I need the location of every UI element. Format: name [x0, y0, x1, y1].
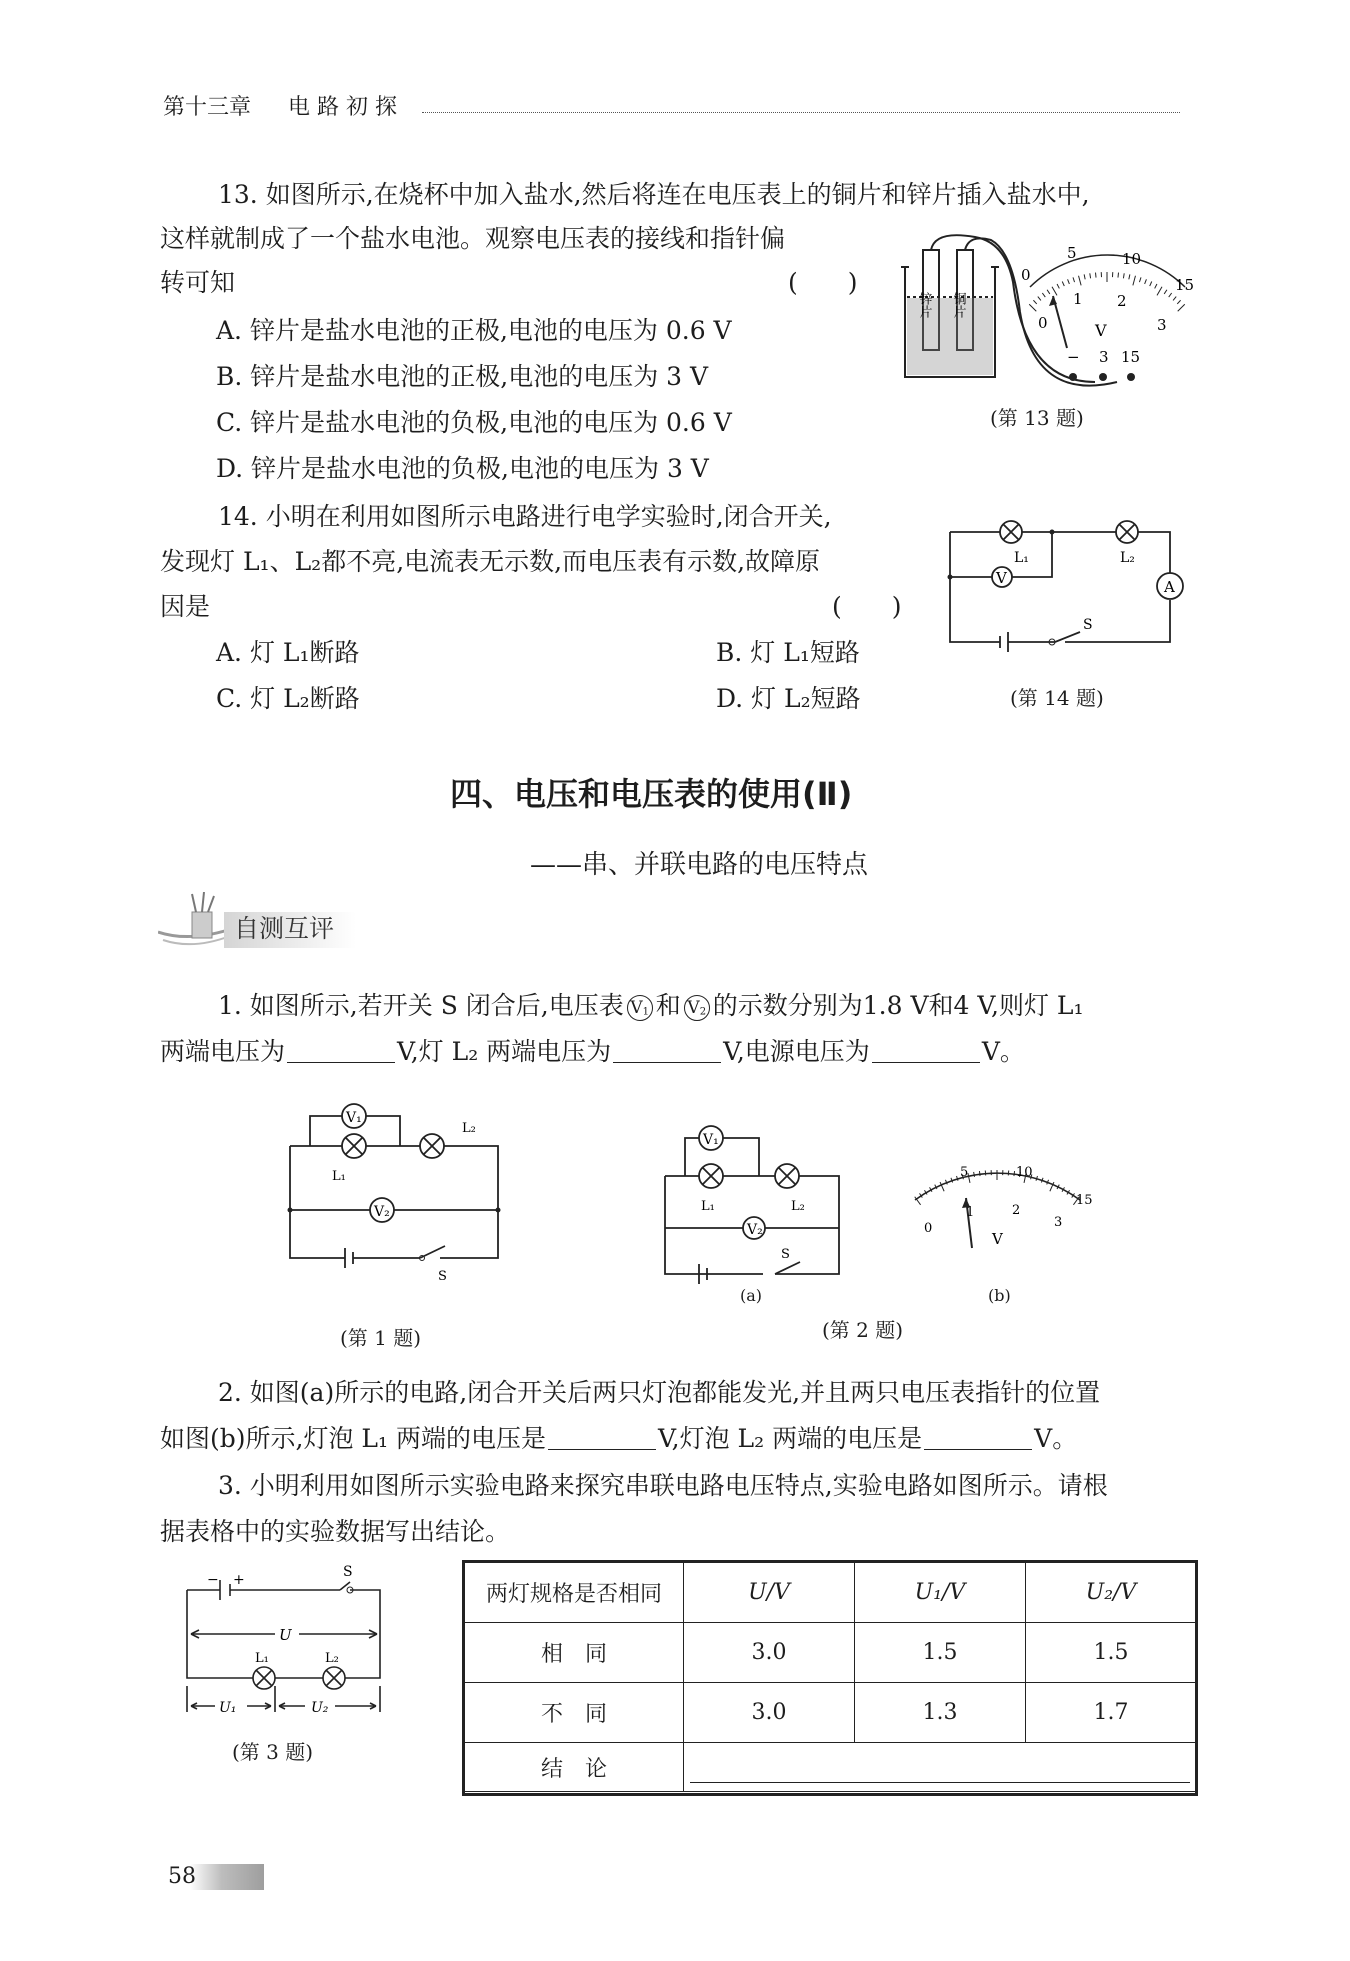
meter-tick: [1042, 293, 1045, 297]
meter-tick: [1052, 287, 1057, 296]
q13-option-a[interactable]: A. 锌片是盐水电池的正极,电池的电压为 0.6 V: [216, 316, 732, 345]
v13-bot-1: 1: [1073, 290, 1083, 308]
meter-tick: [957, 1176, 958, 1181]
q2-blank-l2[interactable]: [924, 1448, 1032, 1450]
meter-tick: [974, 1172, 975, 1177]
v13-bot-0: 0: [1038, 314, 1048, 332]
q13-answer-paren[interactable]: ( ): [788, 268, 858, 297]
section-title: 四、电压和电压表的使用(Ⅱ): [450, 775, 853, 813]
q1-seg-4: V。: [981, 1037, 1025, 1066]
q2-seg-3: V。: [1034, 1424, 1078, 1453]
v13-terminal-15: 15: [1121, 348, 1141, 366]
voltmeter-v2-symbol: $V_2$: [684, 995, 710, 1021]
meter-tick: [1178, 304, 1185, 311]
table-cell: 1.5: [855, 1623, 1026, 1683]
v13-bot-3: 3: [1157, 316, 1167, 334]
section-subtitle: ——串、并联电路的电压特点: [530, 850, 869, 880]
q1-line1: [218, 993, 1084, 1021]
meter-tick: [1038, 297, 1041, 301]
q3-data-table: [464, 1562, 1197, 1792]
table-header: U₂/V: [1026, 1563, 1197, 1623]
f1-l1: L₁: [332, 1169, 346, 1184]
f2b-top-15: 15: [1076, 1193, 1093, 1208]
f1-l2: L₂: [462, 1121, 476, 1136]
q1-text-2: 和: [655, 991, 681, 1020]
meter-tick: [1157, 287, 1162, 296]
q13-line1: 13. 如图所示,在烧杯中加入盐水,然后将连在电压表上的铜片和锌片插入盐水中,: [218, 180, 1090, 209]
self-test-badge: [158, 892, 358, 954]
q1-blank-l1[interactable]: [287, 1061, 395, 1063]
meter-tick: [1068, 279, 1070, 284]
meter-tick: [1177, 300, 1180, 304]
q3-line1: 3. 小明利用如图所示实验电路来探究串联电路电压特点,实验电路如图所示。请根: [218, 1471, 1108, 1500]
f3-u1: U₁: [219, 1700, 237, 1716]
q14-option-c[interactable]: C. 灯 L₂断路: [216, 684, 360, 713]
q1-seg-3: V,电源电压为: [723, 1037, 870, 1066]
voltmeter-v1-symbol: $V_1$: [627, 995, 653, 1021]
q2-blank-l1[interactable]: [548, 1448, 656, 1450]
conclusion-answer-field[interactable]: [684, 1743, 1197, 1792]
meter-tick: [979, 1171, 980, 1176]
q14-option-b[interactable]: B. 灯 L₁短路: [716, 638, 860, 667]
figure-13-caption: (第 13 题): [990, 406, 1084, 430]
table-cell: 1.3: [855, 1683, 1026, 1743]
f2b-bot-3: 3: [1054, 1215, 1063, 1230]
meter-tick: [1123, 273, 1124, 278]
table-header: U₁/V: [855, 1563, 1026, 1623]
v13-top-5: 5: [1067, 244, 1077, 262]
f2b-bot-0: 0: [924, 1221, 933, 1236]
table-row: [465, 1683, 1197, 1743]
table-cell: 3.0: [684, 1683, 855, 1743]
f1-v1: V₁: [346, 1110, 362, 1126]
meter-tick: [1150, 282, 1152, 287]
figure-13-salt-battery: [895, 232, 1205, 432]
figure-2-caption: (第 2 题): [822, 1318, 904, 1342]
figure-14-circuit: [940, 512, 1190, 662]
f2a-l1: L₁: [701, 1199, 715, 1214]
table-cell: 不 同: [465, 1683, 684, 1743]
figure-3-circuit: [175, 1562, 395, 1722]
q14-line3: 因是: [160, 592, 211, 621]
v13-terminal-3: 3: [1099, 348, 1109, 366]
f14-l1: L₁: [1014, 550, 1029, 566]
v13-top-15: 15: [1175, 276, 1195, 294]
q1-blank-source[interactable]: [872, 1061, 980, 1063]
q14-line1: 14. 小明在利用如图所示电路进行电学实验时,闭合开关,: [218, 502, 832, 531]
f2a-switch: S: [781, 1247, 790, 1262]
f2b-bot-1: 1: [966, 1205, 975, 1220]
figure-2b-label: (b): [988, 1286, 1011, 1305]
f14-ammeter: A: [1164, 578, 1175, 596]
v13-top-10: 10: [1122, 250, 1142, 268]
f14-voltmeter: V: [996, 569, 1007, 587]
f2a-l2: L₂: [791, 1199, 805, 1214]
table-row: [465, 1743, 1197, 1792]
v13-terminal-neg: −: [1067, 348, 1080, 366]
f3-u: U: [279, 1626, 292, 1644]
v13-top-0: 0: [1021, 266, 1031, 284]
page-number: 58: [168, 1864, 196, 1889]
badge-label: 自测互评: [234, 914, 335, 943]
q1-blank-l2[interactable]: [613, 1061, 721, 1063]
v13-bot-2: 2: [1117, 292, 1127, 310]
f2b-bot-2: 2: [1012, 1203, 1021, 1218]
chapter-title: 电 路 初 探: [288, 95, 397, 120]
f1-switch: S: [438, 1269, 447, 1284]
figure-3-caption: (第 3 题): [232, 1740, 314, 1764]
q1-text-1: 1. 如图所示,若开关 S 闭合后,电压表: [218, 991, 624, 1020]
meter-tick: [1014, 1171, 1015, 1176]
f14-switch: S: [1083, 617, 1093, 633]
meter-tick: [1084, 274, 1085, 279]
meter-tick: [1090, 273, 1091, 278]
q2-seg-1: 如图(b)所示,灯泡 L₁ 两端的电压是: [160, 1424, 546, 1453]
q13-option-b[interactable]: B. 锌片是盐水电池的正极,电池的电压为 3 V: [216, 362, 709, 391]
meter-tick: [1118, 273, 1119, 278]
copper-label: 铜片: [950, 292, 966, 318]
q3-line2: 据表格中的实验数据写出结论。: [160, 1517, 511, 1546]
figure-1-circuit: [280, 1098, 510, 1288]
table-header: U/V: [684, 1563, 855, 1623]
f3-l2: L₂: [325, 1651, 339, 1666]
meter-tick: [1073, 277, 1075, 282]
meter-tick: [1173, 297, 1176, 301]
f2b-top-10: 10: [1016, 1165, 1033, 1180]
meter-tick: [1139, 277, 1141, 282]
table-header-row: [465, 1563, 1197, 1623]
f1-v2: V₂: [374, 1204, 390, 1220]
f2a-v2: V₂: [747, 1222, 763, 1238]
q14-line2: 发现灯 L₁、L₂都不亮,电流表无示数,而电压表有示数,故障原: [160, 547, 821, 576]
q2-line2: [160, 1426, 1077, 1451]
q2-seg-2: V,灯泡 L₂ 两端的电压是: [657, 1424, 923, 1453]
q1-seg-2: V,灯 L₂ 两端电压为: [397, 1037, 612, 1066]
meter-tick: [1062, 282, 1064, 287]
meter-tick: [1096, 273, 1097, 278]
q1-text-3: 的示数分别为1.8 V和4 V,则灯 L₁: [712, 991, 1084, 1020]
meter-tick: [1079, 276, 1082, 286]
meter-tick: [1047, 290, 1050, 294]
meter-tick: [1169, 293, 1172, 297]
table-cell: 3.0: [684, 1623, 855, 1683]
q13-line3: 转可知: [160, 268, 236, 297]
f3-minus: −: [207, 1572, 219, 1588]
conclusion-label: 结 论: [465, 1743, 684, 1792]
q1-seg-1: 两端电压为: [160, 1037, 286, 1066]
q1-line2: [160, 1039, 1025, 1064]
meter-tick: [1036, 1176, 1037, 1181]
q14-option-d[interactable]: D. 灯 L₂短路: [716, 684, 861, 713]
f2a-v1: V₁: [703, 1132, 719, 1148]
table-cell: 1.5: [1026, 1623, 1197, 1683]
figure-2b-meter: [900, 1160, 1100, 1260]
q13-option-c[interactable]: C. 锌片是盐水电池的负极,电池的电压为 0.6 V: [216, 408, 732, 437]
meter-tick: [1155, 284, 1157, 288]
f3-plus: +: [233, 1572, 245, 1588]
q13-option-d[interactable]: D. 锌片是盐水电池的负极,电池的电压为 3 V: [216, 454, 709, 483]
figure-14-caption: (第 14 题): [1010, 686, 1104, 710]
meter-tick: [1129, 274, 1130, 279]
figure-2a-circuit: [655, 1118, 855, 1288]
f14-l2: L₂: [1120, 550, 1135, 566]
v13-unit: V: [1095, 321, 1107, 340]
q13-line2: 这样就制成了一个盐水电池。观察电压表的接线和指针偏: [160, 224, 786, 253]
f3-switch: S: [343, 1564, 353, 1580]
table-header: 两灯规格是否相同: [465, 1563, 684, 1623]
meter-tick: [1145, 279, 1147, 284]
meter-tick: [1164, 290, 1167, 294]
figure-1-caption: (第 1 题): [340, 1326, 422, 1350]
zinc-label: 锌片: [916, 292, 932, 318]
header-rule: [422, 112, 1180, 113]
table-cell: 相 同: [465, 1623, 684, 1683]
table-cell: 1.7: [1026, 1683, 1197, 1743]
f2b-top-5: 5: [960, 1165, 969, 1180]
q14-answer-paren[interactable]: ( ): [832, 592, 902, 621]
table-row: [465, 1623, 1197, 1683]
f2b-unit: V: [992, 1230, 1003, 1248]
figure-2a-label: (a): [740, 1286, 763, 1305]
f3-u2: U₂: [311, 1700, 329, 1716]
meter-tick: [1029, 304, 1036, 311]
f3-l1: L₁: [255, 1651, 269, 1666]
meter-tick: [1133, 276, 1136, 286]
q2-line1: 2. 如图(a)所示的电路,闭合开关后两只灯泡都能发光,并且两只电压表指针的位置: [218, 1378, 1101, 1407]
chapter-label: 第十三章: [163, 95, 252, 120]
meter-tick: [1057, 284, 1059, 288]
q14-option-a[interactable]: A. 灯 L₁断路: [216, 638, 360, 667]
meter-tick: [1033, 300, 1036, 304]
